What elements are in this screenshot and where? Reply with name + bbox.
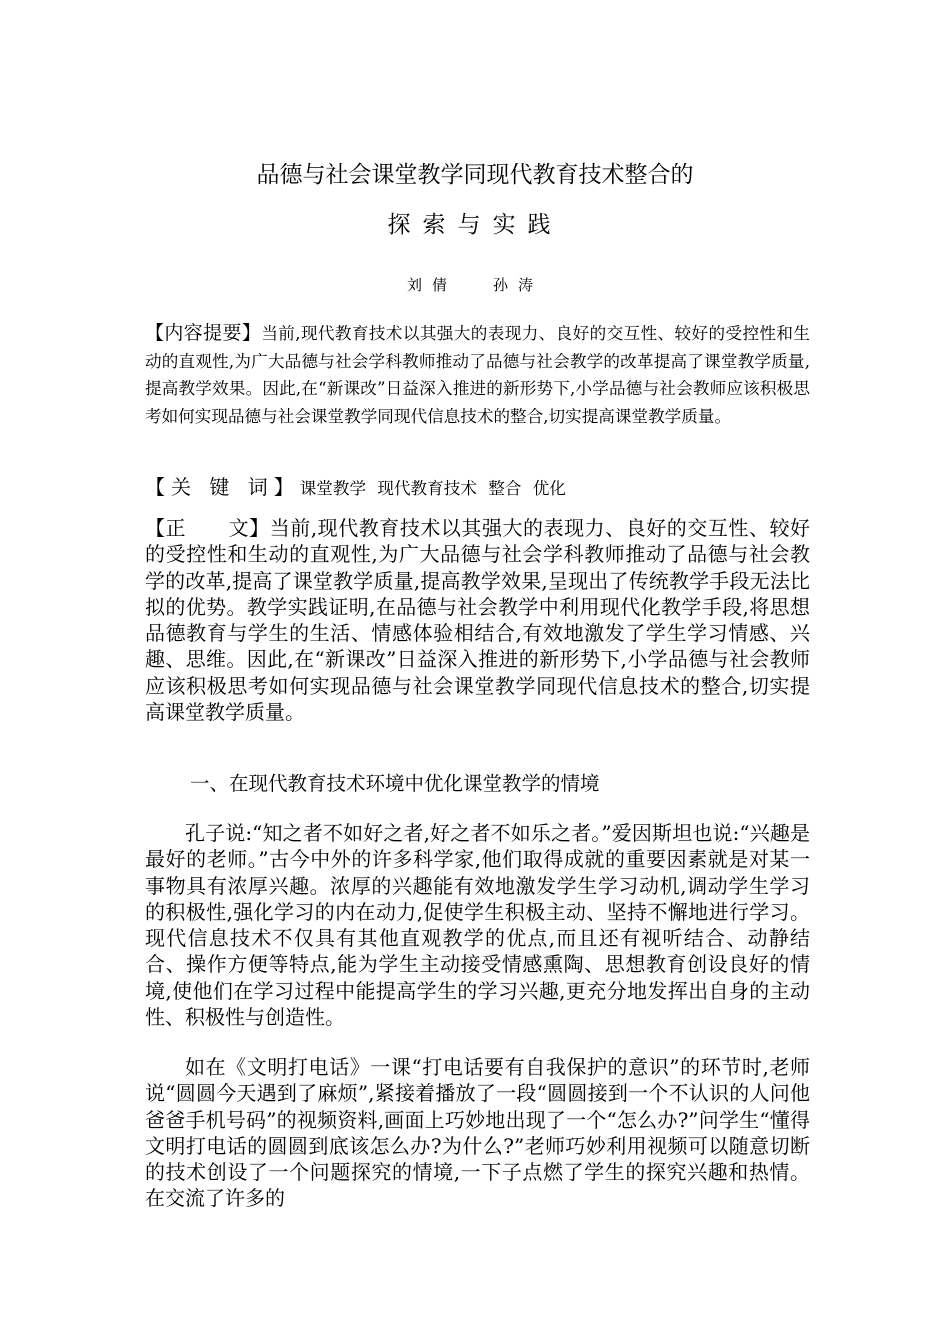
main-text-intro: [145, 515, 810, 725]
abstract-text: 当前,现代教育技术以其强大的表现力、良好的交互性、较好的受控性和生动的直观性,为广大品德与社会学科教师推动了品德与社会教学的改革提高了课堂教学质量,提高教学效果。因此,在“新课改”日益深入推进的新形势下,小学品德与社会教师应该积极思考如何实现品德与社会课堂教学同现代信息技术的整合,切实提高课堂教学质量。: [145, 324, 810, 426]
paper-title-line2: 探索与实践: [387, 212, 563, 238]
keyword: 课堂教学: [299, 479, 367, 498]
author-name: 刘倩: [406, 276, 457, 294]
author-name: 孙涛: [493, 276, 544, 294]
paragraph: 如在《文明打电话》一课“打电话要有自我保护的意识”的环节时,老师说“圆圆今天遇到了麻烦”,紧接着播放了一段“圆圆接到一个不认识的人问他爸爸手机号码”的视频资料,画面上巧妙地出现了一个“怎么办?”问学生“懂得文明打电话的圆圆到底该怎么办?为什么?”老师巧妙利用视频可以随意切断的技术创设了一个问题探究的情境,一下子点燃了学生的探究兴趣和热情。在交流了许多的: [145, 1055, 810, 1211]
abstract-block: [145, 320, 810, 430]
main-text-label-open: 【正: [145, 516, 187, 540]
main-text-label-close: 文】: [228, 516, 270, 540]
keyword: 整合: [488, 479, 522, 498]
author-list: [0, 275, 950, 295]
abstract-label: 【内容提要】: [145, 322, 262, 344]
paper-title-line1: 品德与社会课堂教学同现代教育技术整合的: [256, 162, 694, 188]
keyword: 优化: [532, 479, 566, 498]
main-text-body: 当前,现代教育技术以其强大的表现力、良好的交互性、较好的受控性和生动的直观性,为广大品德与社会学科教师推动了品德与社会教学的改革,提高了课堂教学质量,提高教学效果,呈现出了传统教学手段无法比拟的优势。教学实践证明,在品德与社会教学中利用现代化教学手段,将思想品德教育与学生的生活、情感体验相结合,有效地激发了学生学习情感、兴趣、思维。因此,在“新课改”日益深入推进的新形势下,小学品德与社会教师应该积极思考如何实现品德与社会课堂教学同现代信息技术的整合,切实提高课堂教学质量。: [145, 516, 811, 725]
keyword: 现代教育技术: [377, 479, 477, 498]
section-heading: 一、在现代教育技术环境中优化课堂教学的情境: [190, 772, 600, 795]
keywords-block: [145, 472, 810, 504]
keywords-label: 【关 键 词】: [145, 475, 300, 499]
paragraph: 孔子说:“知之者不如好之者,好之者不如乐之者。”爱因斯坦也说:“兴趣是最好的老师。”古今中外的许多科学家,他们取得成就的重要因素就是对某一事物具有浓厚兴趣。浓厚的兴趣能有效地激发学生学习动机,调动学生学习的积极性,强化学习的内在动力,促使学生积极主动、坚持不懈地进行学习。现代信息技术不仅具有其他直观教学的优点,而且还有视听结合、动静结合、操作方便等特点,能为学生主动接受情感熏陶、思想教育创设良好的情境,使他们在学习过程中能提高学生的学习兴趣,更充分地发挥出自身的主动性、积极性与创造性。: [145, 821, 810, 1030]
